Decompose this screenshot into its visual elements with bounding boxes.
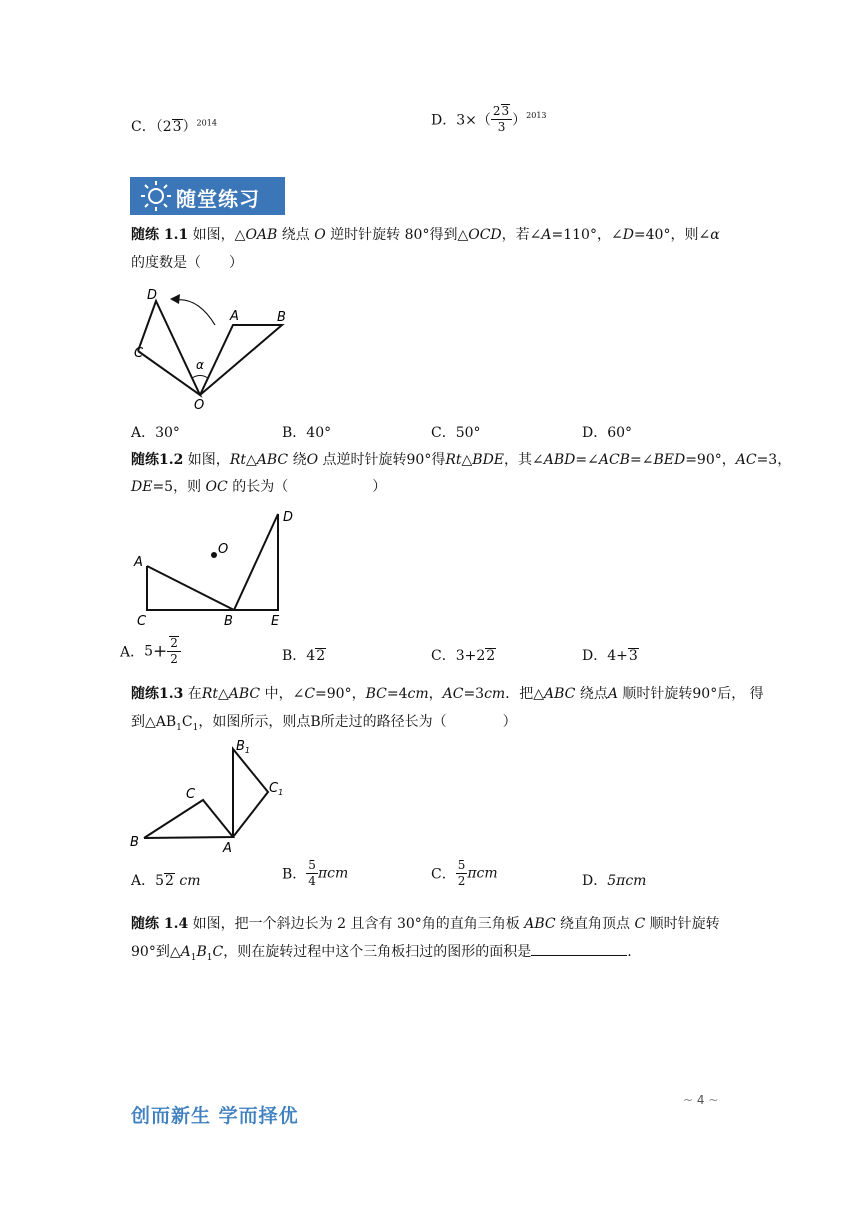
q1-label-b: B [277,310,286,325]
q4-text-line2: 90°到$\triangle A_1B_1C$，则在旋转过程中这个三角板扫过的图形的面积是 . [131,944,632,963]
footer-slogan: 创而新生 学而择优 [131,1105,299,1127]
q2-label-e: E [271,614,280,629]
prev-option-c: C．$(23)^{2014}$ [131,118,217,135]
q3-option-d: D．5πcm [582,873,647,889]
q2-label-o: O [218,542,229,557]
q3-text-line1: 随练1.3 在Rt△ABC 中，∠C=90°，BC=4cm，AC=3cm．把△ABC 绕点A 顺时针旋转90°后， 得 [131,686,764,702]
q1-option-a: A．30° [131,425,180,441]
q1-label-d: D [147,288,158,303]
q1-option-c: C．50° [431,425,481,441]
sun-icon [136,177,176,215]
q1-figure [130,285,300,410]
q2-label-a: A [134,555,143,570]
q4-text-line1: 随练 1.4 如图，把一个斜边长为 2 且含有 30°角的直角三角板 ABC 绕直角顶点 C 顺时针旋转 [131,916,720,932]
q3-label-a: A [223,841,232,855]
q1-text-line2: 的度数是（ ） [131,255,243,271]
prev-option-d: D．3×（ $\frac{23}{3}$ ）$^{2013}$ [431,104,547,134]
q1-label-alpha: α [196,358,204,372]
q3-figure [128,740,298,855]
q1-label-c: C [134,346,144,361]
q3-option-a: A．52 cm [131,873,201,889]
q1-label-a: A [230,309,239,324]
q1-text-line1: 随练 1.1 如图，△OAB 绕点 O 逆时针旋转 80°得到△OCD，若∠A=110°，∠D=40°，则∠α [131,227,720,243]
q3-option-b: B． $\frac{5}{4}$ πcm [282,858,349,888]
q2-option-d: D．4+3 [582,648,638,664]
q2-option-b: B．42 [282,648,326,664]
page-number: ~ 4 ~ [683,1093,719,1107]
q3-text-line2: 到$\triangle AB_1C_1$，如图所示，则点B所走过的路径长为（ ） [131,714,517,733]
q2-option-c: C．3+22 [431,648,496,664]
q2-text-line2: DE=5，则 OC 的长为（ ） [131,479,387,495]
q3-option-c: C． $\frac{5}{2}$ πcm [431,858,498,888]
q3-label-b1: $B_1$ [236,740,251,755]
q2-figure [130,505,310,630]
q2-label-b: B [224,614,233,629]
q2-option-a: A．5+ $\frac{2}{2}$ [120,636,181,667]
q2-text-line1: 随练1.2 如图，Rt△ABC 绕O 点逆时针旋转90°得Rt△BDE，其∠ABD=∠ACB=∠BED=90°，AC=3， [131,452,792,468]
q3-label-b: B [130,835,139,850]
section-banner [130,177,285,215]
q1-option-d: D．60° [582,425,633,441]
q2-label-c: C [137,614,147,629]
q1-option-b: B．40° [282,425,332,441]
q1-label-o: O [194,398,205,410]
section-title: 随堂练习 [176,187,260,211]
q4-answer-blank[interactable] [531,943,627,956]
q3-label-c: C [186,787,196,802]
q3-label-c1: $C_1$ [269,781,284,797]
q2-label-d: D [283,510,294,525]
